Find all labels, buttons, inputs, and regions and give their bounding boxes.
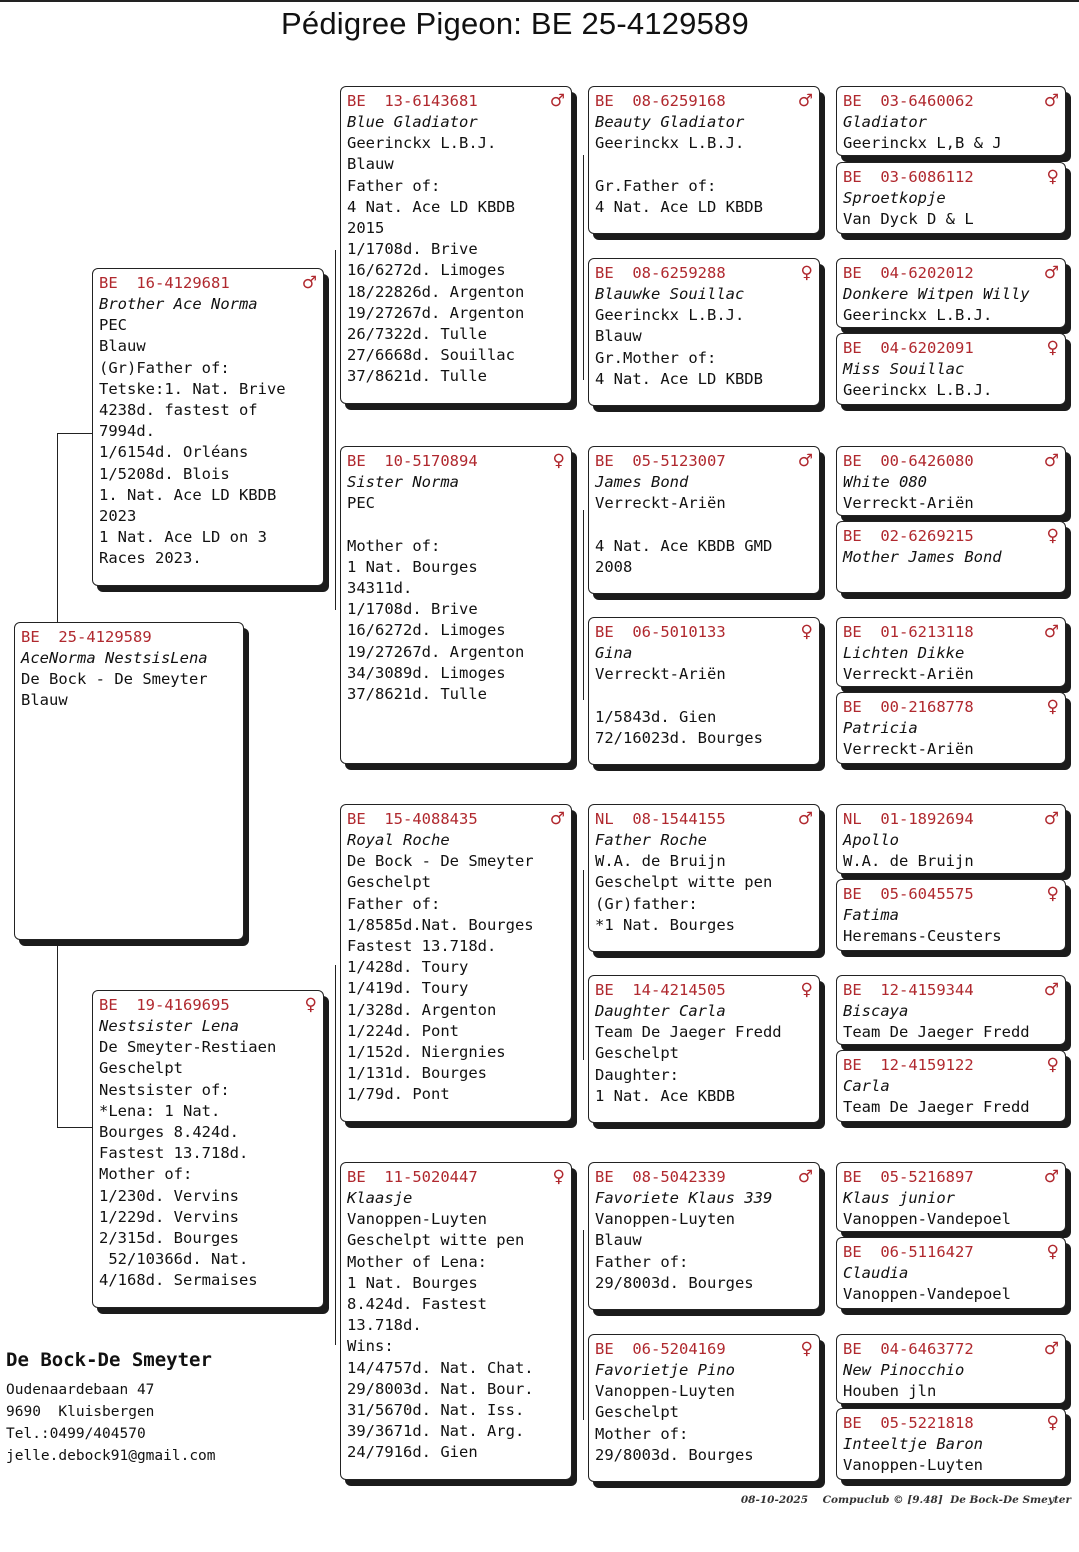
ring-text: BE 10-5170894	[347, 452, 478, 470]
male-icon: ♂	[1043, 91, 1059, 111]
pigeon-name: Sproetkopje	[843, 189, 946, 207]
info-line: Mother of:	[347, 536, 441, 555]
pedigree-card[interactable]	[836, 879, 1066, 951]
info-line: 1 Nat. Bourges	[347, 557, 478, 576]
info-line: 7994d.	[99, 422, 155, 441]
pedigree-card[interactable]	[836, 1050, 1066, 1122]
footer-credit: 08-10-2025 Compuclub © [9.48] De Bock-De Smeyter	[740, 1494, 1071, 1506]
breeder-line: Verreckt-Ariën	[843, 665, 974, 684]
info-line: 2023	[99, 507, 137, 526]
ring-number	[843, 526, 1059, 547]
info-line: W.A. de Bruijn	[595, 852, 726, 871]
info-line: Mother of Lena:	[347, 1252, 487, 1271]
breeder-line: Vanoppen-Vandepoel	[843, 1285, 1011, 1304]
pedigree-card[interactable]	[14, 622, 244, 940]
male-icon: ♂	[549, 91, 565, 111]
info-line: 4238d. fastest of	[99, 401, 258, 420]
pedigree-card[interactable]	[836, 521, 1066, 593]
info-line: De Bock - De Smeyter	[21, 670, 208, 689]
pigeon-name: Claudia	[843, 1264, 909, 1282]
pedigree-card[interactable]	[588, 86, 820, 234]
breeder-line: Team De Jaeger Fredd	[843, 1023, 1030, 1042]
ring-number	[347, 809, 565, 830]
info-line: Blauw	[595, 327, 642, 346]
male-icon: ♂	[1043, 980, 1059, 1000]
pigeon-name: Miss Souillac	[843, 360, 965, 378]
info-line: 26/7322d. Tulle	[347, 325, 487, 344]
ring-number	[21, 627, 237, 648]
breeder-line: Heremans-Ceusters	[843, 927, 1002, 946]
pigeon-name: Father Roche	[595, 831, 707, 849]
ring-text: BE 04-6202091	[843, 339, 974, 357]
info-line: 1/224d. Pont	[347, 1021, 459, 1040]
male-icon: ♂	[1043, 263, 1059, 283]
ring-text: BE 08-6259168	[595, 92, 726, 110]
info-line: 1/6154d. Orléans	[99, 443, 249, 462]
ring-text: BE 25-4129589	[21, 628, 152, 646]
ring-number	[843, 451, 1059, 472]
connector	[583, 870, 584, 1060]
female-icon: ♀	[304, 995, 317, 1015]
male-icon: ♂	[797, 91, 813, 111]
pedigree-card[interactable]	[588, 1334, 820, 1482]
info-line: 14/4757d. Nat. Chat.	[347, 1358, 534, 1377]
breeder-line: Geerinckx L.B.J.	[843, 381, 993, 400]
ring-text: BE 08-6259288	[595, 264, 726, 282]
info-line: 27/6668d. Souillac	[347, 346, 515, 365]
ring-number	[99, 273, 317, 294]
ring-text: BE 12-4159122	[843, 1056, 974, 1074]
info-line	[347, 514, 565, 535]
info-line: De Bock - De Smeyter	[347, 852, 534, 871]
info-line: Blauw	[21, 691, 68, 710]
pedigree-card[interactable]	[836, 617, 1066, 687]
info-line: 72/16023d. Bourges	[595, 728, 763, 747]
connector	[57, 433, 58, 623]
pigeon-name: Carla	[843, 1077, 890, 1095]
info-line: 29/8003d. Bourges	[595, 1273, 754, 1292]
info-line: 4 Nat. Ace LD KBDB	[595, 369, 763, 388]
pedigree-card[interactable]	[836, 1162, 1066, 1232]
owner-email: jelle.debock91@gmail.com	[6, 1448, 216, 1464]
ring-text: BE 11-5020447	[347, 1168, 478, 1186]
breeder-line: Verreckt-Ariën	[843, 494, 974, 513]
breeder-line	[843, 568, 1059, 589]
info-line: 34/3089d. Limoges	[347, 663, 506, 682]
female-icon: ♀	[800, 263, 813, 283]
pedigree-card[interactable]	[588, 975, 820, 1123]
pigeon-name: Biscaya	[843, 1002, 909, 1020]
breeder-line: Vanoppen-Vandepoel	[843, 1210, 1011, 1229]
ring-number	[843, 263, 1059, 284]
info-line	[595, 154, 813, 175]
pigeon-name: Fatima	[843, 906, 899, 924]
ring-number	[99, 995, 317, 1016]
info-line: 34311d.	[347, 579, 413, 597]
info-line: Geschelpt witte pen	[347, 1231, 525, 1250]
pedigree-card[interactable]	[836, 804, 1066, 874]
info-line: 1/230d. Vervins	[99, 1186, 239, 1205]
male-icon: ♂	[797, 809, 813, 829]
info-line: *Lena: 1 Nat.	[99, 1101, 221, 1120]
female-icon: ♀	[1046, 338, 1059, 358]
info-line: Tetske:1. Nat. Brive	[99, 379, 286, 398]
pigeon-name: Mother James Bond	[843, 548, 1002, 566]
info-line: 1/131d. Bourges	[347, 1064, 487, 1083]
info-line: *1 Nat. Bourges	[595, 915, 735, 934]
info-line: 1/152d. Niergnies	[347, 1043, 506, 1062]
female-icon: ♀	[800, 1339, 813, 1359]
info-line: 1 Nat. Bourges	[347, 1273, 478, 1292]
info-line: 19/27267d. Argenton	[347, 303, 525, 322]
info-line: 8.424d. Fastest	[347, 1295, 487, 1314]
page-title: Pédigree Pigeon: BE 25-4129589	[281, 6, 749, 41]
info-line: 1/1708d. Brive	[347, 600, 478, 619]
info-line: Fastest 13.718d.	[99, 1144, 249, 1163]
pigeon-name: Gina	[595, 644, 633, 662]
pigeon-name: Donkere Witpen Willy	[843, 285, 1030, 303]
connector	[583, 155, 584, 380]
info-line: 1/5843d. Gien	[595, 707, 717, 726]
ring-number	[595, 809, 813, 830]
pigeon-name: Klaasje	[347, 1189, 413, 1207]
pedigree-card[interactable]	[836, 258, 1066, 328]
ring-text: BE 12-4159344	[843, 981, 974, 999]
ring-number	[347, 1167, 565, 1188]
pigeon-name: New Pinocchio	[843, 1361, 965, 1379]
ring-number	[843, 1413, 1059, 1434]
pedigree-card[interactable]	[92, 990, 324, 1308]
info-line: 1/8585d.Nat. Bourges	[347, 915, 534, 934]
owner-address: Oudenaardebaan 47	[6, 1382, 155, 1398]
ring-text: BE 05-5123007	[595, 452, 726, 470]
info-line: 13.718d.	[347, 1316, 422, 1335]
pedigree-card[interactable]	[836, 975, 1066, 1045]
ring-number	[595, 91, 813, 112]
ring-text: BE 05-6045575	[843, 885, 974, 903]
pedigree-card[interactable]	[92, 268, 324, 586]
info-line: Geschelpt	[99, 1059, 183, 1078]
connector	[583, 510, 584, 700]
male-icon: ♂	[1043, 622, 1059, 642]
ring-text: BE 03-6086112	[843, 168, 974, 186]
ring-number	[843, 91, 1059, 112]
ring-text: BE 06-5010133	[595, 623, 726, 641]
connector	[335, 965, 336, 1345]
info-line: 4 Nat. Ace LD KBDB	[595, 197, 763, 216]
male-icon: ♂	[1043, 1339, 1059, 1359]
info-line: 2015	[347, 219, 385, 238]
pigeon-name: AceNorma NestsisLena	[21, 649, 208, 667]
ring-number	[843, 1055, 1059, 1076]
info-line: Bourges 8.424d.	[99, 1123, 239, 1142]
male-icon: ♂	[1043, 451, 1059, 471]
info-line: Geerinckx L.B.J.	[595, 134, 745, 153]
pigeon-name: James Bond	[595, 473, 689, 491]
pigeon-name: Patricia	[843, 719, 918, 737]
female-icon: ♀	[1046, 526, 1059, 546]
female-icon: ♀	[1046, 167, 1059, 187]
ring-number	[843, 809, 1059, 830]
ring-number	[843, 622, 1059, 643]
info-line: Team De Jaeger Fredd	[595, 1023, 782, 1042]
ring-number	[843, 167, 1059, 188]
pigeon-name: Gladiator	[843, 113, 927, 131]
female-icon: ♀	[800, 622, 813, 642]
info-line: 16/6272d. Limoges	[347, 621, 506, 640]
info-line: (Gr)father:	[595, 894, 698, 913]
pedigree-card[interactable]	[588, 804, 820, 952]
ring-text: BE 13-6143681	[347, 92, 478, 110]
info-line: 37/8621d. Tulle	[347, 685, 487, 704]
info-line: Daughter:	[595, 1065, 679, 1084]
pedigree-card[interactable]	[588, 258, 820, 406]
ring-text: BE 00-2168778	[843, 698, 974, 716]
ring-number	[595, 980, 813, 1001]
pedigree-card[interactable]	[588, 446, 820, 594]
breeder-line: Vanoppen-Luyten	[843, 1456, 983, 1475]
info-line: Geschelpt	[595, 1044, 679, 1063]
ring-number	[843, 980, 1059, 1001]
info-line: 2/315d. Bourges	[99, 1229, 239, 1248]
ring-number	[843, 1242, 1059, 1263]
info-line: 1/79d. Pont	[347, 1085, 450, 1104]
ring-text: BE 15-4088435	[347, 810, 478, 828]
male-icon: ♂	[1043, 809, 1059, 829]
ring-number	[595, 451, 813, 472]
male-icon: ♂	[301, 273, 317, 293]
info-line: 52/10366d. Nat.	[99, 1250, 249, 1269]
ring-number	[595, 1339, 813, 1360]
top-rule	[0, 0, 1079, 2]
info-line: 16/6272d. Limoges	[347, 261, 506, 280]
info-line: 1/5208d. Blois	[99, 464, 230, 483]
pigeon-name: Sister Norma	[347, 473, 459, 491]
breeder-line: W.A. de Bruijn	[843, 852, 974, 871]
ring-text: BE 14-4214505	[595, 981, 726, 999]
pedigree-card[interactable]	[588, 1162, 820, 1310]
ring-number	[347, 91, 565, 112]
male-icon: ♂	[549, 809, 565, 829]
pedigree-card[interactable]	[340, 446, 572, 764]
ring-text: BE 01-6213118	[843, 623, 974, 641]
info-line: Gr.Father of:	[595, 176, 717, 195]
pigeon-name: Apollo	[843, 831, 899, 849]
ring-text: BE 05-5216897	[843, 1168, 974, 1186]
info-line: Geschelpt	[347, 873, 431, 892]
ring-text: BE 08-5042339	[595, 1168, 726, 1186]
ring-number	[595, 622, 813, 643]
ring-text: BE 19-4169695	[99, 996, 230, 1014]
pigeon-name: Inteeltje Baron	[843, 1435, 983, 1453]
owner-phone: Tel.:0499/404570	[6, 1426, 146, 1442]
pedigree-card[interactable]	[836, 333, 1066, 405]
info-line: Geerinckx L.B.J.	[595, 306, 745, 325]
breeder-line: Verreckt-Ariën	[843, 740, 974, 759]
ring-number	[595, 263, 813, 284]
connector	[583, 1230, 584, 1420]
pedigree-card[interactable]	[836, 446, 1066, 516]
ring-text: BE 00-6426080	[843, 452, 974, 470]
ring-text: BE 05-5221818	[843, 1414, 974, 1432]
pedigree-card[interactable]	[340, 86, 572, 404]
ring-text: BE 04-6202012	[843, 264, 974, 282]
info-line: Blauw	[595, 1231, 642, 1250]
pedigree-card[interactable]	[836, 86, 1066, 156]
pigeon-name: Klaus junior	[843, 1189, 955, 1207]
pigeon-name: Brother Ace Norma	[99, 295, 258, 313]
breeder-line: Geerinckx L.B.J.	[843, 306, 993, 325]
info-line: Mother of:	[595, 1424, 689, 1443]
pedigree-card[interactable]	[588, 617, 820, 765]
pigeon-name: Favorietje Pino	[595, 1361, 735, 1379]
connector	[57, 942, 58, 1127]
female-icon: ♀	[1046, 884, 1059, 904]
ring-number	[843, 1167, 1059, 1188]
info-line: 1 Nat. Ace KBDB	[595, 1086, 735, 1105]
info-line: (Gr)Father of:	[99, 358, 230, 377]
info-line: Geschelpt witte pen	[595, 873, 773, 892]
pigeon-name: Nestsister Lena	[99, 1017, 239, 1035]
info-line: 1/328d. Argenton	[347, 1000, 497, 1019]
info-line: Wins:	[347, 1337, 394, 1356]
pigeon-name: Beauty Gladiator	[595, 113, 745, 131]
pedigree-card[interactable]	[836, 1408, 1066, 1480]
info-line: 2008	[595, 557, 633, 576]
ring-text: BE 06-5204169	[595, 1340, 726, 1358]
info-line: 29/8003d. Nat. Bour.	[347, 1379, 534, 1398]
info-line	[595, 514, 813, 535]
info-line: Geerinckx L.B.J.	[347, 134, 497, 153]
pedigree-card[interactable]	[836, 692, 1066, 764]
info-line: PEC	[347, 494, 375, 513]
breeder-line: Houben jln	[843, 1382, 937, 1401]
info-line: 1. Nat. Ace LD KBDB	[99, 485, 277, 504]
info-line: 29/8003d. Bourges	[595, 1445, 754, 1464]
ring-text: BE 06-5116427	[843, 1243, 974, 1261]
pigeon-name: Blue Gladiator	[347, 113, 478, 131]
info-line: Verreckt-Ariën	[595, 494, 726, 513]
ring-number	[843, 338, 1059, 359]
pedigree-card[interactable]	[836, 1334, 1066, 1404]
connector	[335, 250, 336, 610]
pigeon-name: Lichten Dikke	[843, 644, 965, 662]
connector	[57, 1127, 94, 1128]
male-icon: ♂	[797, 1167, 813, 1187]
info-line: Fastest 13.718d.	[347, 937, 497, 956]
info-line: Vanoppen-Luyten	[347, 1210, 487, 1229]
connector	[57, 433, 94, 434]
ring-number	[843, 884, 1059, 905]
pigeon-name: Daughter Carla	[595, 1002, 726, 1020]
info-line: De Smeyter-Restiaen	[99, 1038, 277, 1057]
female-icon: ♀	[1046, 697, 1059, 717]
info-line: 4 Nat. Ace KBDB GMD	[595, 536, 773, 555]
ring-number	[843, 697, 1059, 718]
info-line: Vanoppen-Luyten	[595, 1210, 735, 1229]
pigeon-name: Blauwke Souillac	[595, 285, 745, 303]
ring-number	[843, 1339, 1059, 1360]
female-icon: ♀	[800, 980, 813, 1000]
pedigree-card[interactable]	[836, 1237, 1066, 1309]
info-line: 4 Nat. Ace LD KBDB	[347, 197, 515, 216]
breeder-line: Team De Jaeger Fredd	[843, 1098, 1030, 1117]
info-line: 4/168d. Sermaises	[99, 1271, 258, 1290]
info-line: 1 Nat. Ace LD on 3	[99, 528, 267, 547]
breeder-line: Van Dyck D & L	[843, 210, 974, 229]
info-line	[595, 685, 813, 706]
ring-text: BE 03-6460062	[843, 92, 974, 110]
info-line: 37/8621d. Tulle	[347, 367, 487, 386]
info-line: Races 2023.	[99, 549, 202, 568]
female-icon: ♀	[1046, 1242, 1059, 1262]
owner-name: De Bock-De Smeyter	[6, 1349, 212, 1371]
pigeon-name: White 080	[843, 473, 927, 491]
pedigree-card[interactable]	[340, 1162, 572, 1480]
info-line: 19/27267d. Argenton	[347, 642, 525, 661]
info-line: Geschelpt	[595, 1403, 679, 1422]
info-line: Father of:	[347, 894, 441, 913]
pigeon-name: Favoriete Klaus 339	[595, 1189, 773, 1207]
ring-text: BE 16-4129681	[99, 274, 230, 292]
info-line: PEC	[99, 316, 127, 335]
info-line: 1/1708d. Brive	[347, 240, 478, 259]
info-line: Father of:	[595, 1252, 689, 1271]
info-line: Father of:	[347, 176, 441, 195]
female-icon: ♀	[552, 451, 565, 471]
info-line: 1/229d. Vervins	[99, 1207, 239, 1226]
female-icon: ♀	[1046, 1055, 1059, 1075]
info-line: 18/22826d. Argenton	[347, 282, 525, 301]
info-line: Nestsister of:	[99, 1080, 230, 1099]
ring-text: NL 01-1892694	[843, 810, 974, 828]
female-icon: ♀	[552, 1167, 565, 1187]
info-line: Verreckt-Ariën	[595, 665, 726, 684]
info-line: Mother of:	[99, 1165, 193, 1184]
pedigree-card[interactable]	[836, 162, 1066, 234]
info-line: 31/5670d. Nat. Iss.	[347, 1401, 525, 1420]
info-line: Gr.Mother of:	[595, 348, 717, 367]
ring-number	[347, 451, 565, 472]
info-line: 39/3671d. Nat. Arg.	[347, 1422, 525, 1441]
breeder-line: Geerinckx L,B & J	[843, 134, 1002, 153]
owner-city: 9690 Kluisbergen	[6, 1404, 155, 1420]
info-line: Blauw	[99, 337, 146, 356]
male-icon: ♂	[1043, 1167, 1059, 1187]
ring-text: NL 08-1544155	[595, 810, 726, 828]
info-line: Vanoppen-Luyten	[595, 1382, 735, 1401]
info-line: 24/7916d. Gien	[347, 1443, 478, 1462]
info-line: 1/428d. Toury	[347, 958, 469, 977]
female-icon: ♀	[1046, 1413, 1059, 1433]
pedigree-card[interactable]	[340, 804, 572, 1122]
ring-text: BE 04-6463772	[843, 1340, 974, 1358]
ring-number	[595, 1167, 813, 1188]
ring-text: BE 02-6269215	[843, 527, 974, 545]
info-line: Blauw	[347, 155, 394, 174]
info-line: 1/419d. Toury	[347, 979, 469, 998]
male-icon: ♂	[797, 451, 813, 471]
pigeon-name: Royal Roche	[347, 831, 450, 849]
